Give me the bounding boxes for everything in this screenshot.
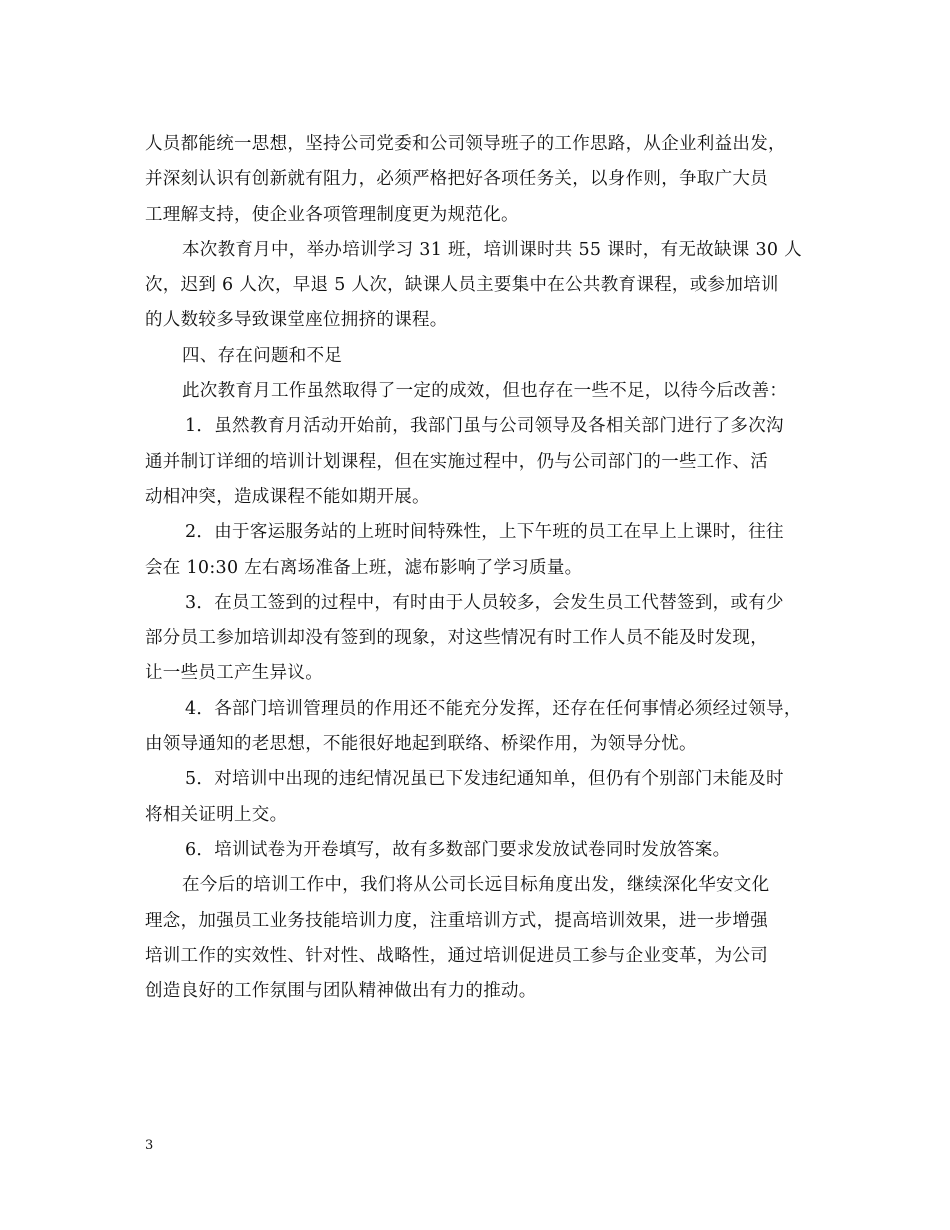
text-line: 的人数较多导致课堂座位拥挤的课程。 [145,310,448,331]
text-line: 此次教育月工作虽然取得了一定的成效，但也存在一些不足，以待今后改善： [182,381,788,402]
list-item: 5．对培训中出现的违纪情况虽已下发违纪通知单，但仍有个别部门未能及时 [185,769,784,790]
text-line: 人员都能统一思想，坚持公司党委和公司领导班子的工作思路，从企业利益出发， [145,134,786,154]
text-line: 次，迟到 6 人次，早退 5 人次，缺课人员主要集中在公共教育课程，或参加培训 [145,275,779,296]
text-line: 通并制订详细的培训计划课程，但在实施过程中，仍与公司部门的一些工作、活 [145,451,768,472]
text-line: 并深刻认识有创新就有阻力，必须严格把好各项任务关，以身作则，争取广大员 [145,169,768,190]
section-heading: 四、存在问题和不足 [182,345,343,366]
list-item: 4．各部门培训管理员的作用还不能充分发挥，还存在任何事情必须经过领导， [185,698,802,719]
page-number: 3 [145,1138,154,1153]
text-line: 将相关证明上交。 [145,804,288,825]
text-line: 动相冲突，造成课程不能如期开展。 [145,486,430,507]
text-line: 工理解支持，使企业各项管理制度更为规范化。 [145,204,519,225]
list-item: 6．培训试卷为开卷填写，故有多数部门要求发放试卷同时发放答案。 [185,839,731,860]
text-line: 本次教育月中，举办培训学习 31 班，培训课时共 55 课时，有无故缺课 30 人 [182,239,802,260]
list-item: 3．在员工签到的过程中，有时由于人员较多，会发生员工代替签到，或有少 [185,592,784,613]
text-line: 创造良好的工作氛围与团队精神做出有力的推动。 [145,981,537,1002]
text-line: 培训工作的实效性、针对性、战略性，通过培训促进员工参与企业变革，为公司 [145,945,768,966]
text-line: 部分员工参加培训却没有签到的现象，对这些情况有时工作人员不能及时发现， [145,628,768,649]
text-line: 在今后的培训工作中，我们将从公司长远目标角度出发，继续深化华安文化 [182,875,770,896]
list-item: 1．虽然教育月活动开始前，我部门虽与公司领导及各相关部门进行了多次沟 [185,416,784,437]
document-body [145,127,815,1009]
text-line: 由领导通知的老思想，不能很好地起到联络、桥梁作用，为领导分忧。 [145,734,697,755]
text-line: 理念，加强员工业务技能培训力度，注重培训方式，提高培训效果，进一步增强 [145,910,768,931]
text-line: 让一些员工产生异议。 [145,663,323,684]
text-line: 会在 10:30 左右离场准备上班，滤布影响了学习质量。 [145,557,583,578]
list-item: 2．由于客运服务站的上班时间特殊性，上下午班的员工在早上上课时，往往 [185,522,784,543]
